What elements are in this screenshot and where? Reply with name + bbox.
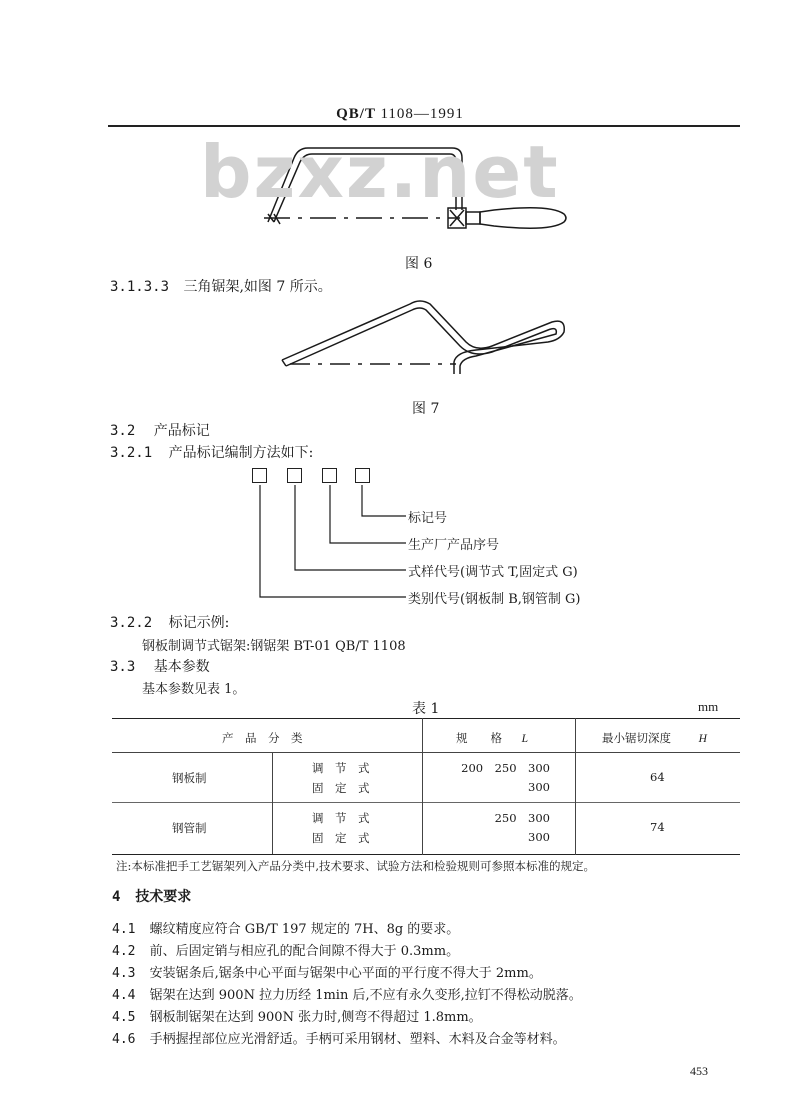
marking-label-1: 标记号 — [408, 511, 448, 526]
requirement-4-2: 4.2 前、后固定销与相应孔的配合间隙不得大于 0.3mm。 — [112, 944, 460, 959]
row2-spec-2: 300 — [528, 830, 550, 844]
requirement-4-4: 4.4 锯架在达到 900N 拉力历经 1min 后,不应有永久变形,拉钉不得松动脱落。 — [112, 988, 582, 1003]
section-4-heading: 4 技术要求 — [112, 889, 192, 905]
requirement-4-6: 4.6 手柄握捏部位应光滑舒适。手柄可采用钢材、塑料、木料及合金等材料。 — [112, 1032, 566, 1047]
row2-type-1: 调 节 式 — [312, 811, 370, 825]
th-depth: 最小锯切深度 H — [602, 731, 707, 745]
table-bottom-rule — [112, 854, 740, 855]
row2-type-2: 固 定 式 — [312, 831, 370, 845]
table-top-rule — [112, 718, 740, 719]
figure-7-caption: 图 7 — [412, 401, 440, 417]
table-1 — [112, 718, 740, 856]
clause-3-3: 3.3 基本参数 — [110, 659, 210, 675]
standard-code: QB/T — [336, 106, 376, 122]
marking-example: 钢板制调节式锯架:钢锯架 BT-01 QB/T 1108 — [142, 639, 406, 654]
table-header-rule — [112, 752, 740, 753]
row1-category: 钢板制 — [172, 771, 207, 785]
watermark: bzxz.net — [200, 130, 560, 214]
clause-3-2-1: 3.2.1 产品标记编制方法如下: — [110, 445, 314, 461]
marking-label-2: 生产厂产品序号 — [408, 538, 500, 553]
figure-7-drawing — [270, 290, 580, 385]
clause-3-2: 3.2 产品标记 — [110, 423, 210, 439]
marking-label-3: 式样代号(调节式 T,固定式 G) — [408, 565, 578, 580]
row2-depth: 74 — [650, 820, 665, 834]
table-row-rule — [112, 802, 740, 803]
requirement-4-3: 4.3 安装锯条后,锯条中心平面与锯架中心平面的平行度不得大于 2mm。 — [112, 966, 542, 981]
th-spec: 规 格 L — [456, 731, 529, 745]
table-1-title: 表 1 — [412, 701, 440, 717]
table-vrule-1 — [422, 718, 423, 855]
table-1-unit: mm — [698, 699, 719, 714]
row2-spec-1: 250 300 — [494, 811, 550, 825]
marking-leader-lines — [250, 480, 410, 600]
row1-spec-1: 200 250 300 — [461, 761, 550, 775]
row2-category: 钢管制 — [172, 821, 207, 835]
marking-label-4: 类别代号(钢板制 B,钢管制 G) — [408, 592, 581, 607]
clause-3-2-2: 3.2.2 标记示例: — [110, 615, 230, 631]
requirement-4-5: 4.5 钢板制锯架在达到 900N 张力时,侧弯不得超过 1.8mm。 — [112, 1010, 482, 1025]
clause-3-1-3-3: 3.1.3.3 三角锯架,如图 7 所示。 — [110, 279, 332, 295]
clause-3-3-text: 基本参数见表 1。 — [142, 682, 246, 697]
header-rule — [108, 125, 740, 127]
standard-number: 1108—1991 — [380, 106, 464, 122]
row1-type-1: 调 节 式 — [312, 761, 370, 775]
figure-6-caption: 图 6 — [405, 256, 433, 272]
page-number: 453 — [690, 1064, 708, 1078]
th-product: 产 品 分 类 — [222, 731, 303, 745]
row1-spec-2: 300 — [528, 780, 550, 794]
requirement-4-1: 4.1 螺纹精度应符合 GB/T 197 规定的 7H、8g 的要求。 — [112, 922, 460, 937]
row1-depth: 64 — [650, 770, 665, 784]
table-1-note: 注:本标准把手工艺锯架列入产品分类中,技术要求、试验方法和检验规则可参照本标准的规定。 — [116, 859, 596, 873]
table-vrule-3 — [272, 753, 273, 854]
page-header — [0, 106, 800, 123]
row1-type-2: 固 定 式 — [312, 781, 370, 795]
table-vrule-2 — [575, 718, 576, 855]
